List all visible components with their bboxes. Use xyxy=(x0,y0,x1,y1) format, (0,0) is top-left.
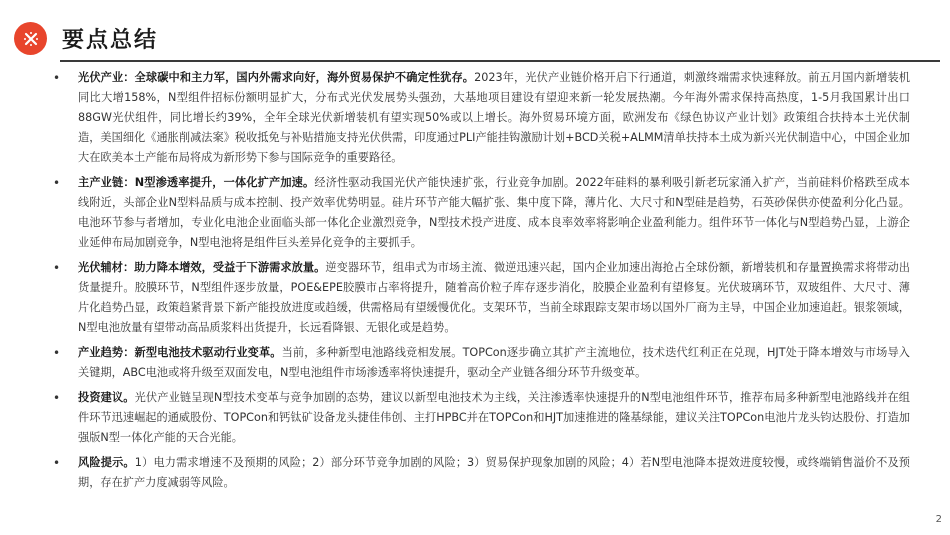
list-item-industry-trend xyxy=(0,343,950,383)
item-body: 光伏产业链呈现N型技术变革与竞争加剧的态势，建议以新型电池技术为主线，关注渗透率快速提升的N型电池组件环节，推荐布局多种新型电池路线并在组件环节迅速崛起的通威股份、TOPCon和钙钛矿设备龙头捷佳伟创、主打HPBC并在TOPCon和HJT加速推进的隆基绿能，建议关注TOPCon电池片龙头钧达股份、打造加强版N型一体化产能的天合光能。 xyxy=(78,391,910,444)
bullet-icon: • xyxy=(53,346,61,360)
item-body: 1）电力需求增速不及预期的风险；2）部分环节竞争加剧的风险；3）贸易保护现象加剧的风险；4）若N型电池降本提效进度较慢，或终端销售溢价不及预期，存在扩产力度减弱等风险。 xyxy=(78,456,910,489)
list-item-risk-warning xyxy=(0,453,950,493)
item-lead: 光伏产业：全球碳中和主力军，国内外需求向好，海外贸易保护不确定性犹存。 xyxy=(78,71,475,84)
bullet-icon: • xyxy=(53,261,61,275)
item-lead: 风险提示。 xyxy=(78,456,135,469)
item-body: 逆变器环节，组串式为市场主流、微逆迅速兴起，国内企业加速出海抢占全球份额，新增装机和存量置换需求将带动出货量提升。胶膜环节，N型组件逐步放量，POE&EPE胶膜市占率将提升，随着高价粒子库存逐步消化，胶膜企业盈利有望修复。光伏玻璃环节，双玻组件、大尺寸、薄片化趋势凸显，政策趋紧背景下新产能投放进度或趋缓，供需格局有望缓慢优化。支架环节，当前全球跟踪支架市场以国外厂商为主导，中国企业加速追赶。银浆领域，N型电池放量有望带动高品质浆料出货提升，长远看降银、无银化或是趋势。 xyxy=(78,261,910,334)
page-number: 2 xyxy=(935,514,942,525)
page-title: 要点总结 xyxy=(62,28,159,53)
bullet-icon: • xyxy=(53,176,61,190)
list-item-pv-industry xyxy=(0,68,950,168)
item-lead: 光伏辅材：助力降本增效，受益于下游需求放量。 xyxy=(78,261,326,274)
list-item-investment-advice xyxy=(0,388,950,448)
item-body: 2023年，光伏产业链价格开启下行通道，刺激终端需求快速释放。前五月国内新增装机同比大增158%，N型组件招标份额明显扩大，分布式光伏发展势头强劲，大基地项目建设有望迎来新一轮发展热潮。今年海外需求保持高热度，1-5月我国累计出口88GW光伏组件，同比增长约39%，全年全球光伏新增装机有望实现50%或以上增长。海外贸易环境方面，欧洲发布《绿色协议产业计划》政策组合扶持本土光伏制造，美国细化《通胀削减法案》税收抵免与补贴措施支持光伏供需，印度通过PLI产能挂钩激励计划+BCD关税+ALMM清单扶持本土成为新兴光伏制造中心，中国企业加大在欧美本土产能布局将成为新形势下参与国际竞争的重要路径。 xyxy=(78,71,910,164)
item-lead: 产业趋势：新型电池技术驱动行业变革。 xyxy=(78,346,282,359)
item-body: 当前，多种新型电池路线竞相发展。TOPCon逐步确立其扩产主流地位，技术迭代红利正在兑现，HJT处于降本增效与市场导入关键期，ABC电池或将升级至双面发电，N型电池组件市场渗透率将快速提升，驱动全产业链各细分环节升级变革。 xyxy=(78,346,910,379)
summary-list xyxy=(0,68,950,498)
close-x-icon xyxy=(14,22,47,55)
list-item-auxiliary-materials xyxy=(0,258,950,338)
item-lead: 主产业链：N型渗透率提升，一体化扩产加速。 xyxy=(78,176,315,189)
slide-header xyxy=(0,0,950,72)
header-divider xyxy=(60,60,940,62)
bullet-icon: • xyxy=(53,391,61,405)
bullet-icon: • xyxy=(53,71,61,85)
item-body: 经济性驱动我国光伏产能快速扩张，行业竞争加剧。2022年硅料的暴利吸引新老玩家涌入扩产，当前硅料价格跌至成本线附近，头部企业N型料品质与成本控制、投产效率优势明显。硅片环节产能大幅扩张、集中度下降，薄片化、大尺寸和N型硅是趋势，石英砂保供亦使盈利分化凸显。电池环节参与者增加，专业化电池企业面临头部一体化企业激烈竞争，N型技术投产进度、成本良率效率将影响企业盈利能力。组件环节一体化与N型趋势凸显，上游企业延伸布局加剧竞争，N型电池将是组件巨头差异化竞争的主要抓手。 xyxy=(78,176,910,249)
item-lead: 投资建议。 xyxy=(78,391,135,404)
bullet-icon: • xyxy=(53,456,61,470)
list-item-main-chain xyxy=(0,173,950,253)
